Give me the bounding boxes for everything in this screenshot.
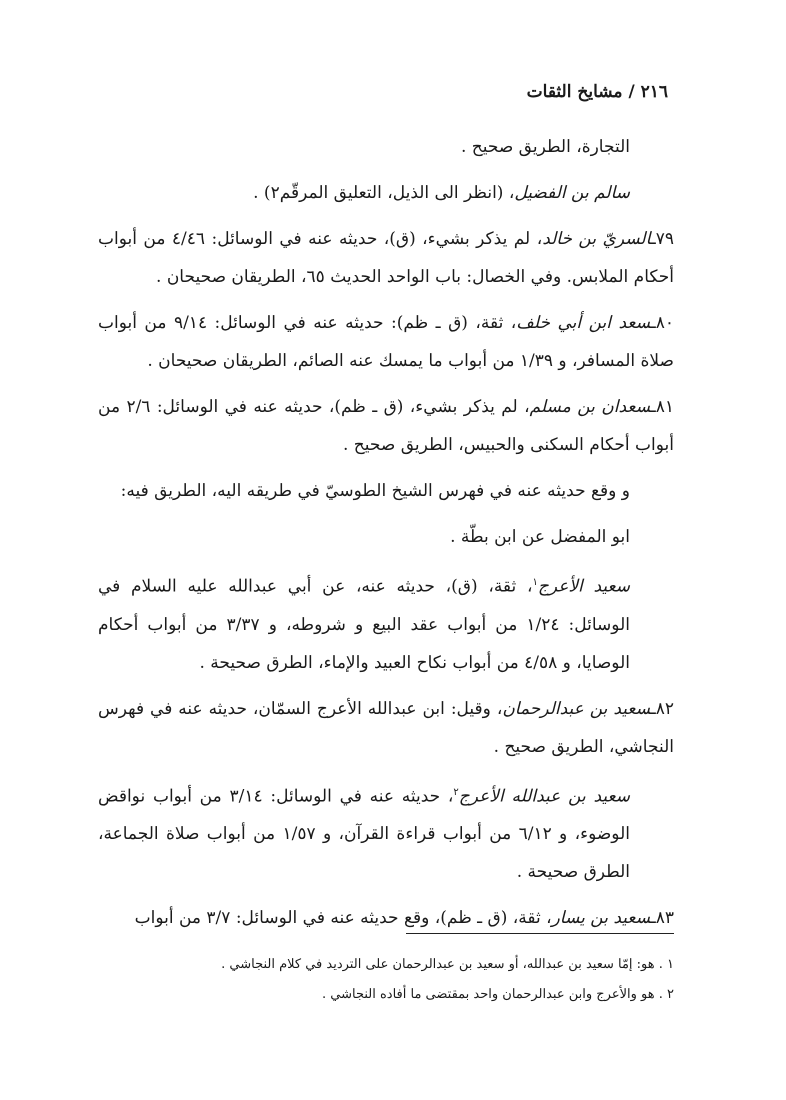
entry-79 — [98, 220, 674, 296]
book-title: مشايخ الثقات — [526, 82, 623, 102]
footnote: ١ . هو: إمّا سعيد بن عبدالله، أو سعيد بن عبدالرحمان على الترديد في كلام النجاشي . — [221, 957, 674, 972]
footnote-ref: ١ — [532, 577, 538, 588]
entry-number: ٨٠ـ — [650, 313, 674, 333]
entry-82 — [98, 690, 674, 766]
narrator-name: سعيد بن عبدالله الأعرج — [458, 786, 630, 807]
line-continuation: التجارة، الطريق صحيح . — [460, 137, 630, 157]
entry-81 — [98, 388, 674, 464]
entry-text: ، (انظر الى الذيل، التعليق المرقّم٢) . — [253, 183, 515, 203]
entry-text: ، لم يذكر بشيء، (ق)، حديثه عنه في الوسائل: ٤/٤٦ من أبواب أحكام الملابس. وفي الخصال: باب الواحد الحديث ٦٥، الطريقان صحيحان . — [98, 229, 674, 287]
entry-text: ، حديثه عنه في الوسائل: ٣/١٤ من أبواب نواقض الوضوء، و ٦/١٢ من أبواب قراءة القرآن، و ١/٥٧ من أبواب صلاة الجماعة، الطرق صحيحة . — [98, 786, 630, 883]
entry-text: ، ثقة، (ق ـ ظم): حديثه عنه في الوسائل: ٩/١٤ من أبواب صلاة المسافر، و ١/٣٩ من أبواب ما يمسك عنه الصائم، الطريقان صحيحان . — [98, 313, 674, 371]
entry-number: ٧٩ـ — [650, 229, 675, 249]
entry-81-note-chain: ابو المفضل عن ابن بطّة . — [450, 527, 630, 547]
entry-salim — [98, 174, 674, 212]
entry-text: ، لم يذكر بشيء، (ق ـ ظم)، حديثه عنه في الوسائل: ٢/٦ من أبواب أحكام السكنى والحبيس، الطريق صحيح . — [98, 397, 674, 455]
footnote-divider — [406, 933, 674, 934]
footnotes — [98, 950, 674, 1010]
entry-text: ، ثقة، (ق)، حديثه عنه، عن أبي عبدالله عليه السلام في الوسائل: ١/٢٤ من أبواب عقد البيع و شروطه، و ٣/٣٧ من أبواب أحكام الوصايا، و ٤/٥٨ من أبواب نكاح العبيد والإماء، الطرق صحيحة . — [98, 576, 630, 673]
narrator-name: سالم بن الفضيل — [514, 183, 630, 203]
narrator-name: سعدان بن مسلم — [529, 397, 651, 417]
entry-81-sub — [98, 564, 674, 682]
entry-81-note: و وقع حديثه عنه في فهرس الشيخ الطوسيّ في طريقه اليه، الطريق فيه: — [120, 481, 630, 501]
entry-number: ٨٣ـ — [650, 908, 674, 929]
entry-text: ، وقيل: ابن عبدالله الأعرج السمّان، حديثه عنه في فهرس النجاشي، الطريق صحيح . — [98, 698, 674, 757]
page-header — [527, 82, 668, 102]
entry-80 — [98, 304, 674, 380]
entry-83 — [98, 899, 674, 937]
narrator-name: سعيد الأعرج — [537, 576, 630, 597]
narrator-name: السريّ بن خالد — [542, 229, 651, 249]
header-separator: / — [628, 82, 635, 102]
entry-number: ٨١ـ — [650, 397, 674, 417]
footnote-ref: ٢ — [453, 786, 459, 798]
entry-number: ٨٢ـ — [650, 698, 674, 719]
footnote: ٢ . هو والأعرج وابن عبدالرحمان واحد بمقتضى ما أفاده النجاشي . — [322, 987, 674, 1002]
narrator-name: سعد ابن أبي خلف — [516, 313, 651, 333]
entry-82-sub — [98, 774, 674, 892]
entry-text: ، ثقة، (ق ـ ظم)، وقع حديثه عنه في الوسائل: ٣/٧ من أبواب — [134, 908, 552, 929]
narrator-name: سعيد بن يسار — [551, 908, 651, 929]
narrator-name: سعيد بن عبدالرحمان — [502, 698, 651, 719]
main-text — [98, 128, 674, 945]
page-number: ٢١٦ — [640, 82, 668, 102]
